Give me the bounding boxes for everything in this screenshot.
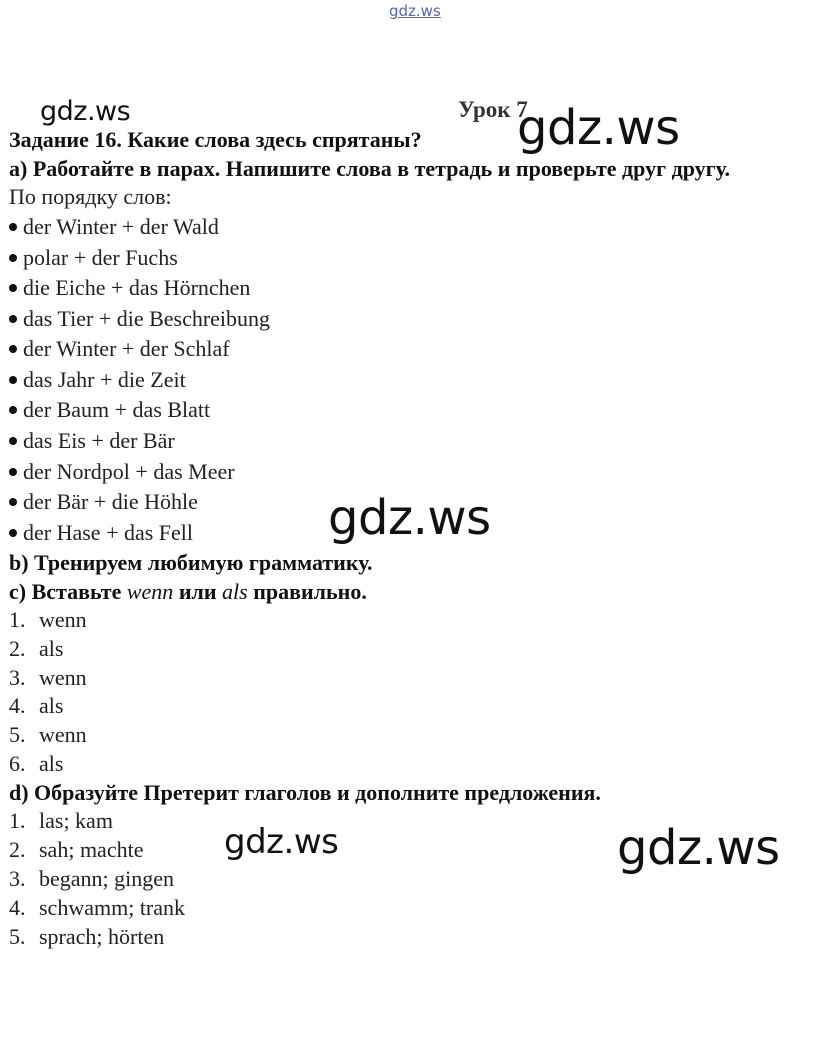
list-item: der Baum + das Blatt [9, 397, 210, 423]
bullet-icon [9, 254, 17, 262]
part-b-heading: b) Тренируем любимую грамматику. [9, 550, 373, 575]
watermark: gdz.ws [40, 96, 131, 127]
bullet-icon [9, 498, 17, 506]
part-a-heading: a) Работайте в парах. Напишите слова в тетрадь и проверьте друг другу. [9, 156, 730, 181]
list-item: 4. schwamm; trank [9, 895, 186, 920]
list-item: 1. las; kam [9, 808, 113, 833]
bullet-icon [9, 468, 17, 476]
list-item: 5. wenn [9, 722, 87, 747]
list-item: die Eiche + das Hörnchen [9, 275, 250, 301]
watermark: gdz.ws [328, 490, 491, 546]
list-item: 6. als [9, 751, 64, 776]
bullet-icon [9, 284, 17, 292]
bullet-icon [9, 315, 17, 323]
task-title: Задание 16. Какие слова здесь спрятаны? [9, 127, 422, 152]
list-item: das Eis + der Bär [9, 428, 175, 454]
list-item: der Winter + der Schlaf [9, 336, 230, 362]
lesson-title: Урок 7 [458, 97, 528, 122]
list-item: der Nordpol + das Meer [9, 459, 235, 485]
list-item: 1. wenn [9, 607, 87, 632]
part-d-heading: d) Образуйте Претерит глаголов и дополните предложения. [9, 780, 601, 805]
site-link[interactable]: gdz.ws [389, 2, 441, 20]
list-item: 4. als [9, 693, 64, 718]
list-item: polar + der Fuchs [9, 245, 178, 271]
bullet-icon [9, 406, 17, 414]
bullet-icon [9, 223, 17, 231]
watermark: gdz.ws [517, 100, 680, 156]
bullet-icon [9, 345, 17, 353]
list-item: der Bär + die Höhle [9, 489, 198, 515]
list-item: 3. wenn [9, 665, 87, 690]
watermark: gdz.ws [617, 820, 780, 876]
list-item: 2. sah; machte [9, 837, 144, 862]
part-a-intro: По порядку слов: [9, 184, 172, 209]
list-item: das Jahr + die Zeit [9, 367, 186, 393]
list-item: der Winter + der Wald [9, 214, 219, 240]
bullet-icon [9, 529, 17, 537]
list-item: 2. als [9, 636, 64, 661]
list-item: der Hase + das Fell [9, 520, 193, 546]
list-item: 5. sprach; hörten [9, 924, 165, 949]
part-c-heading: c) Вставьте wenn или als правильно. [9, 579, 367, 604]
list-item: das Tier + die Beschreibung [9, 306, 270, 332]
list-item: 3. begann; gingen [9, 866, 175, 891]
watermark: gdz.ws [224, 822, 339, 862]
bullet-icon [9, 437, 17, 445]
bullet-icon [9, 376, 17, 384]
